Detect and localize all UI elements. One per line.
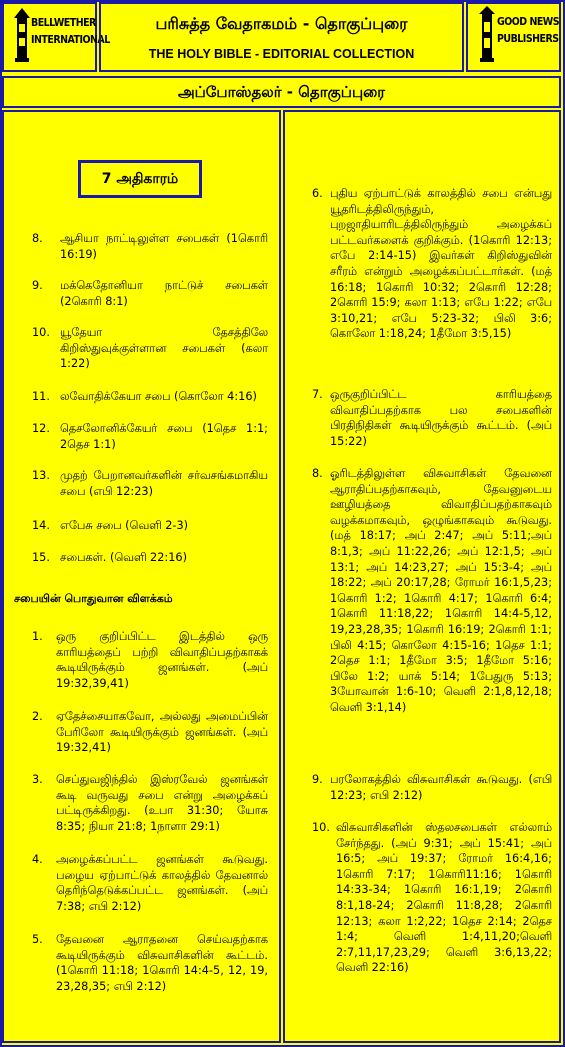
list-item: 4. அழைக்கப்பட்ட ஜனங்கள் கூடுவது. பழைய ஏற்பாட்டுக் காலத்தில் தேவனால் தெரிந்தெடுக்கப்பட்ட ஜனங்கள். (அப் 7:38; எபி 2:12): [32, 853, 268, 913]
list-item: 5. தேவனை ஆராதனை செய்வதற்காக கூடியிருக்கும் விசுவாசிகளின் கூட்டம். (1கொரி 11:18; 1கொரி 14:4-5, 12, 19, 23,28,35; எபி 2:12): [32, 933, 268, 993]
chapter-heading: 7 அதிகாரம்: [78, 160, 202, 198]
list-item: 12. தெசலோனிக்கேயர் சபை (1தெச 1:1; 2தெச 1:1): [32, 422, 268, 451]
list-item: 13. முதற் பேறானவர்களின் சர்வசங்கமாகிய சபை (எபி 12:23): [32, 469, 268, 498]
list-item: 15. சபைகள். (வெளி 22:16): [32, 551, 188, 564]
list-item: 8. ஆசியா நாட்டிலுள்ள சபைகள் (1கொரி 16:19): [32, 232, 268, 261]
list-item: 11. லவோதிக்கேயா சபை (கொலோ 4:16): [32, 390, 257, 403]
list-item: 14. எபேசு சபை (வெளி 2-3): [32, 519, 189, 532]
list-item: 2. ஏதேச்சையாகவோ, அல்லது அமைப்பின் பேரிலோ கூடியிருக்கும் ஜனங்கள். (அப் 19:32,41): [32, 710, 268, 755]
title-tamil: பரிசுத்த வேதாகமம் - தொகுப்புரை: [155, 14, 408, 33]
list-item: 9. மக்கெதோனியா நாட்டுச் சபைகள் (2கொரி 8:1): [32, 279, 268, 308]
title-english: THE HOLY BIBLE - EDITORIAL COLLECTION: [148, 47, 415, 61]
section-heading: சபையின் பொதுவான விளக்கம்: [14, 592, 173, 605]
bellwether-logo: [2, 2, 110, 72]
list-item: 3. செப்துவஜிந்தில் இஸ்ரவேல் ஜனங்கள் கூடி வருவது சபை என்று அழைக்கப் பட்டிருக்கிறது. (உபா 31:30; யோசு 8:35; நியா 21:8; 1நாளா 29:1): [32, 773, 268, 833]
list-item: 7. ஒருகுறிப்பிட்ட காரியத்தை விவாதிப்பதற்காக பல சபைகளின் பிரதிநிதிகள் கூடியிருக்கும் கூட்டம். (அப் 15:22): [312, 388, 552, 448]
list-item: 10. விசுவாசிகளின் ஸ்தலசபைகள் எல்லாம் சேர்ந்தது. (அப் 9:31; அப் 15:41; அப் 16:5; அப் 19:37; ரோமர் 16:4,16; 1கொரி 7:17; 1கொரி11:16; 1கொரி 14:33-34; 1கொரி 16:1,19; 2கொரி 8:1,18-24; 2கொரி 11:8,28; 2கொரி 12:13; கலா 1:2,22; 1தெச 2:14; 2தெச 1:4; வெளி 1:4,11,20;வெளி 2:7,11,17,23,29; வெளி 3:6,13,22; வெளி 22:16): [312, 821, 552, 975]
good-news-logo: [466, 2, 561, 72]
bellwether-logo-text: BELLWETHER INTERNATIONAL: [31, 17, 110, 46]
list-item: 6. புதிய ஏற்பாட்டுக் காலத்தில் சபை என்பது யூதரிடத்திலிருந்தும், புறஜாதியாரிடத்திலிருந்தும் அழைக்கப் பட்டவர்களைக் குறிக்கும். (1கொரி 12:13; எபே 2:14-15) இவர்கள் கிறிஸ்துவின் சரீரம் என்றும் அழைக்கப்பட்டார்கள். (மத் 16:18; 1கொரி 10:32; 2கொரி 12:28; 2கொரி 15:9; கலா 1:13; எபே 1:22; எபே 3:10,21; எபே 5:23-32; பிலி 3:6; கொலோ 1:18,24; 1தீமோ 3:5,15): [312, 187, 552, 341]
list-item: 8. ஓரிடத்திலுள்ள விசுவாசிகள் தேவனை ஆராதிப்பதற்காகவும், தேவனுடைய ஊழியத்தை விவாதிப்பதற்காகவும் வழக்கமாகவும், ஒழுங்காகவும் கூடுவது. (மத் 18:17; அப் 2:47; அப் 5:11;அப் 8:1,3; அப் 11:22,26; அப் 12:1,5; அப் 13:1; அப் 14:23,27; அப் 15:3-4; அப் 18:22; அப் 20:17,28; ரோமர் 16:1,5,23; 1கொரி 1:2; 1கொரி 4:17; 1கொரி 6:4; 1கொரி 11:18,22; 1கொரி 14:4-5,12, 19,23,28,35; 1கொரி 16:19; 2கொரி 1:1; பிலி 4:15; கொலோ 4:15-16; 1தெச 1:1; 2தெச 1:1; 1தீமோ 3:5; 1தீமோ 5:16; பிலே 1:2; யாக் 5:14; 1பேதுரு 5:13; 3யோவான் 1:6-10; வெளி 2:1,8,12,18; வெளி 3:1,14): [312, 467, 552, 714]
subtitle-bar: அப்போஸ்தலர் - தொகுப்புரை: [2, 76, 561, 108]
list-item: 9. பரலோகத்தில் விசுவாசிகள் கூடுவது. (எபி 12:23; எபி 2:12): [312, 773, 552, 802]
list-item: 10. யூதேயா தேசத்திலே கிறிஸ்துவுக்குள்ளான சபைகள் (கலா 1:22): [32, 326, 268, 371]
list-item: 1. ஒரு குறிப்பிட்ட இடத்தில் ஒரு காரியத்தைப் பற்றி விவாதிப்பதற்காகக் கூடியிருக்கும் ஜனங்கள். (அப் 19:32,39,41): [32, 630, 268, 690]
good-news-logo-text: GOOD NEWS PUBLISHERS: [497, 16, 560, 45]
header-title-box: [99, 2, 464, 72]
